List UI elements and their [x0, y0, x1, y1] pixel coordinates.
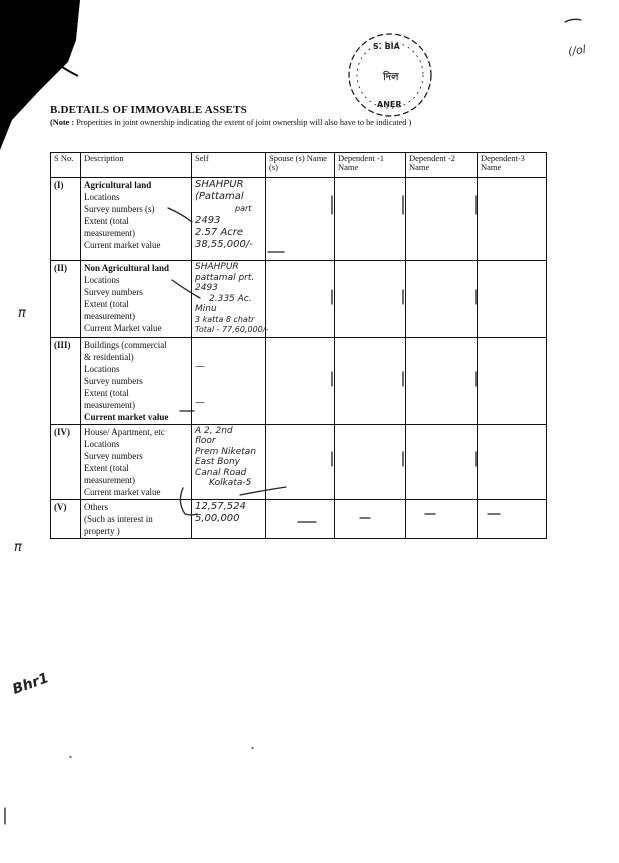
row-title: Non Agricultural land	[84, 263, 170, 273]
margin-mark: π	[18, 306, 26, 321]
row-line: Survey numbers (s)	[84, 204, 155, 214]
row-line: measurement)	[84, 311, 135, 321]
row-line: measurement)	[84, 228, 135, 238]
stamp-bottom-text: ANER	[377, 100, 402, 109]
row-line: Survey numbers	[84, 375, 143, 386]
row-sno: (III)	[51, 337, 81, 424]
stamp-top-text: S. BIA	[373, 42, 400, 51]
row-line: Extent (total	[84, 387, 129, 398]
row-line: Extent (total	[84, 216, 129, 226]
handwritten-line: 5,00,000	[195, 512, 240, 524]
stamp-middle-text: দিল	[383, 72, 399, 83]
header-self: Self	[192, 153, 266, 178]
row-line: measurement)	[84, 399, 135, 410]
pointer-stroke	[168, 208, 192, 222]
scribble-stroke	[565, 19, 581, 22]
handwritten-line: 2.335 Ac.	[209, 293, 252, 304]
handwritten-line: 2493	[195, 215, 221, 226]
row-line: Survey numbers	[84, 450, 143, 461]
handwritten-line: 3 katta 8 chatr	[195, 314, 255, 324]
handwritten-line: Kolkata-5	[209, 478, 252, 488]
row-line: Extent (total	[84, 462, 129, 473]
handwritten-line: Canal Road	[195, 467, 247, 478]
row-title: Buildings (commercial	[84, 339, 167, 350]
row-line: Survey numbers	[84, 287, 143, 297]
handwritten-line: SHAHPUR	[195, 262, 239, 272]
note-label: (Note :	[50, 118, 75, 127]
note-text: Properities in joint ownership indicating the extent of joint ownership will also have to be indicated )	[76, 118, 412, 127]
handwritten-line: SHAHPUR	[195, 179, 244, 190]
row-line: Current market value	[84, 240, 161, 250]
handwritten-line: —	[195, 396, 205, 408]
header-description: Description	[81, 153, 192, 178]
row-line: property )	[84, 525, 120, 536]
row-line: Locations	[84, 363, 120, 374]
handwritten-line: 38,55,000/-	[195, 239, 253, 250]
row-line: Current market value	[84, 486, 161, 497]
row-line: Extent (total	[84, 299, 129, 309]
initials-signature: Bhr1	[10, 670, 51, 698]
handwritten-line: pattamal prt.	[195, 272, 255, 283]
row-title: Others	[84, 501, 108, 512]
section-heading: B.DETAILS OF IMMOVABLE ASSETS	[50, 104, 247, 116]
margin-mark: π	[14, 540, 22, 555]
row-line: Locations	[84, 192, 120, 202]
handwritten-line: Prem Niketan	[195, 446, 257, 457]
row-sno: (V)	[51, 499, 81, 538]
row-line: Locations	[84, 275, 120, 285]
row-line: Locations	[84, 438, 120, 449]
handwritten-line: Total - 77,60,000/-	[195, 325, 269, 334]
handwritten-line: part	[235, 204, 252, 213]
row-line: (Such as interest in	[84, 513, 153, 524]
header-dependent-3: Dependent-3 Name	[478, 153, 547, 178]
pointer-stroke	[240, 487, 286, 495]
corner-handwritten-mark: (/ol	[567, 42, 587, 59]
row-sno: (IV)	[51, 424, 81, 499]
handwritten-line: floor	[195, 436, 216, 446]
row-line: & residential)	[84, 351, 134, 362]
handwritten-line: (Pattamal	[195, 191, 244, 202]
handwritten-line: Minu	[195, 304, 217, 314]
handwritten-line: 2.57 Acre	[195, 227, 244, 238]
header-dependent-1: Dependent -1 Name	[335, 153, 406, 178]
handwritten-line: A 2, 2nd	[195, 425, 233, 436]
row-line: measurement)	[84, 474, 135, 485]
row-title: House/ Apartment, etc	[84, 426, 165, 437]
handwritten-line: East Bony	[195, 457, 240, 467]
bracket-stroke	[180, 488, 197, 515]
pointer-stroke	[172, 280, 200, 298]
row-line: Current Market value	[84, 323, 162, 333]
handwritten-line: 12,57,524	[195, 500, 246, 512]
handwritten-line: 2493	[195, 283, 218, 293]
header-sno: S No.	[51, 153, 81, 178]
row-line: Current market value	[84, 411, 169, 422]
row-sno: (II)	[51, 261, 81, 338]
row-sno: (I)	[51, 178, 81, 261]
handwritten-line: —	[195, 360, 205, 372]
header-spouse: Spouse (s) Name (s)	[266, 153, 335, 178]
header-dependent-2: Dependent -2 Name	[406, 153, 478, 178]
row-title: Agricultural land	[84, 180, 152, 190]
